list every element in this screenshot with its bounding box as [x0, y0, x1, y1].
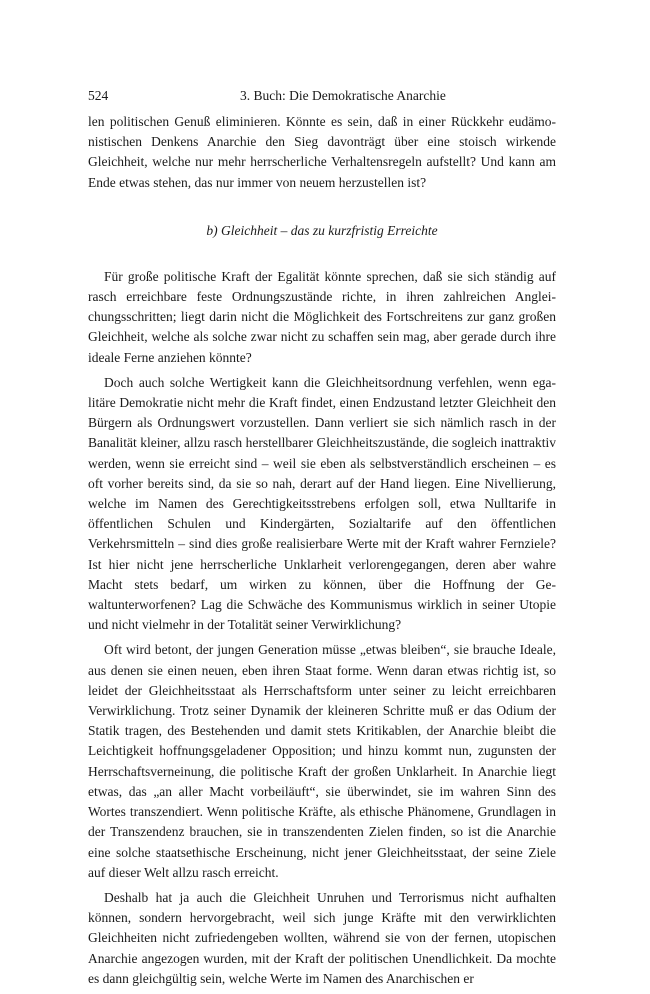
paragraph-continuation: len politischen Genuß eliminieren. Könnte es sein, daß in einer Rückkehr eudämonistischen Denkens Anarchie den Sieg davonträgt über eine stoisch wirkende Gleichheit, welche nur mehr herrscherliche Verhaltensregeln aufstellt? Und kann am Ende etwas stehen, das nur immer von neuem herzustellen ist? [88, 114, 556, 190]
document-page [88, 86, 556, 994]
body-text [88, 112, 556, 989]
paragraph: Doch auch solche Wertigkeit kann die Gleichheitsordnung verfehlen, wenn egalitäre Demokratie nicht mehr die Kraft findet, einen Endzustand letzter Gleichheit den Bürgern als Ordnungswert vorzustellen. Dann verliert sie sich nämlich rasch in der Banalität kleiner, allzu rasch herstellbarer Gleichheitszustände, die sogleich inattraktiv werden, wenn sie erreicht sind – weil sie eben als selbstverständlich erscheinen – es oft vorher bereits sind, da sie so nah, derart auf der Hand liegen. Eine Nivellierung, welche im Namen des Gerechtigkeitsstrebens erfolgen soll, etwa Nulltarife in öffentlichen Schulen und Kindergärten, Sozialtarife auf den öffentlichen Verkehrsmitteln – sind dies große realisierbare Werte mit der Kraft wahrer Fernziele? Ist hier nicht jene herrscherliche Unklarheit verlorengegangen, deren aber wahre Macht stets bedarf, um wirken zu können, über die Hoffnung der Gewaltunterworfenen? Lag die Schwäche des Kommunismus wirklich in seiner Utopie und nicht vielmehr in der Totalität seiner Verwirklichung? [88, 374, 556, 633]
paragraph: Oft wird betont, der jungen Generation müsse „etwas bleiben“, sie brauche Ideale, aus denen sie einen neuen, eben ihren Staat forme. Wenn daran etwas richtig ist, so leidet der Gleichheitsstaat als Herrschaftsform unter seiner zu leicht erreichbaren Verwirklichung. Trotz seiner Dynamik der kleineren Schritte muß er das Odium der Statik tragen, des Bestehenden und damit stets Kritikablen, der Anarchie bleibt die Leichtigkeit hoffnungsgeladener Opposition; und hinzu kommt nun, zugunsten der Herrschaftsverneinung, die politische Kraft der großen Unklarheit. In Anarchie liegt etwas, das „an aller Macht vorbeiläuft“, sie überwindet, sie im wahren Sinn des Wortes transzendiert. Wenn politische Kräfte, als ethische Phänomene, Grundlagen in der Transzendenz brauchen, sie in transzendenten Zielen finden, so ist die Anarchie eine solche staatsethische Erscheinung, nicht jener Gleichheitsstaat, der seine Ziele auf dieser Welt allzu rasch erreicht. [88, 642, 556, 880]
paragraph: Deshalb hat ja auch die Gleichheit Unruhen und Terrorismus nicht aufhalten können, sondern hervorgebracht, weil sich junge Kräfte mit den verwirklichten Gleichheiten nicht zufriedengeben wollten, während sie von der fernen, utopischen Anarchie angezogen wurden, mit der Kraft der politischen Unendlichkeit. Da mochte es dann gleichgültig sein, welche Werte im Namen des Anarchischen er [88, 889, 556, 986]
section-heading: b) Gleichheit – das zu kurzfristig Erreichte [206, 222, 438, 238]
page-number: 524 [88, 88, 109, 103]
paragraph: Für große politische Kraft der Egalität könnte sprechen, daß sie sich ständig auf rasch erreichbare feste Ordnungszustände richte, in ihren zahlreichen Angleichungsschritten; liegt darin nicht die Möglichkeit des Fortschreitens zur ganz großen Gleichheit, welche als solche zwar nicht zu schaffen sein mag, aber gerade durch ihre ideale Ferne anziehen könnte? [88, 268, 556, 365]
running-title: 3. Buch: Die Demokratische Anarchie [240, 88, 446, 103]
running-head [88, 86, 556, 106]
